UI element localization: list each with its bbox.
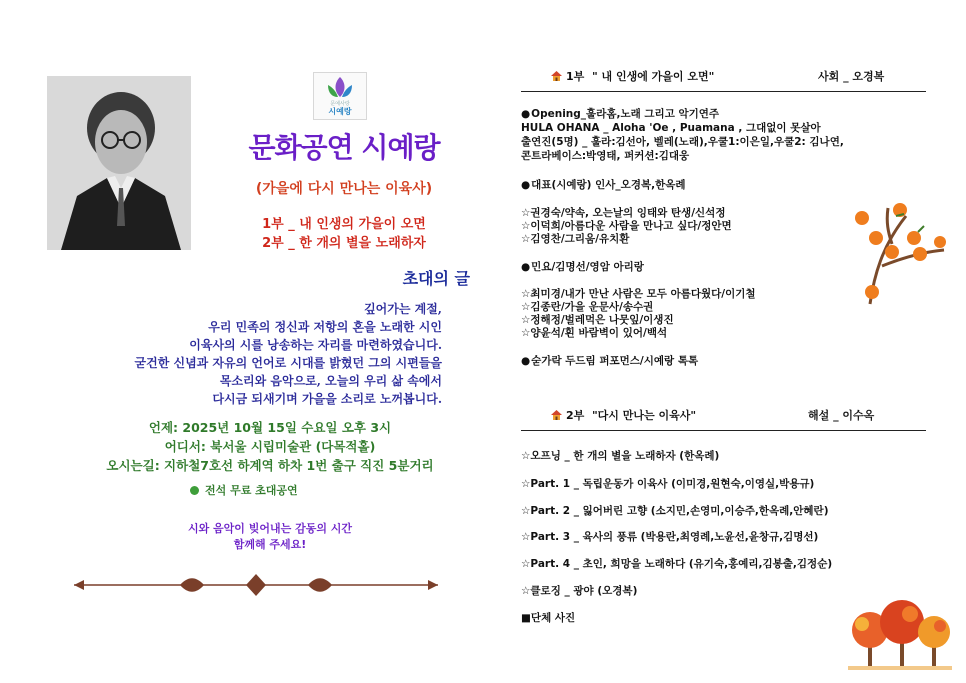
program-item: ☆Part. 2 _ 잃어버린 고향 (소지민,손영미,이승주,한옥례,안혜란) [521,505,829,517]
program-item: 콘트라베이스:박영태, 퍼커션:김대웅 [521,150,690,162]
part2-summary: 2부 _ 한 개의 별을 노래하자 [262,236,426,251]
part2-heading [550,407,696,423]
invite-line: 깊어가는 계절, [364,302,442,316]
program-item: ● 대표(시예랑) 인사_오경복,한옥례 [521,178,686,192]
program-item: ● Opening_훌라홈,노래 그리고 악기연주 [521,107,719,121]
logo-small-text: 문예사랑 [330,101,350,107]
invite-line: 목소리와 음악으로, 오늘의 우리 삶 속에서 [219,374,442,388]
ornamental-divider-icon [70,570,442,600]
event-date: 언제: 2025년 10월 15일 수요일 오후 3시 [148,420,392,435]
program-item: ☆김영찬/그리움/유치환 [521,233,630,245]
part1-label: 1부 [566,70,585,83]
part2-title: "다시 만나는 이육사" [591,409,697,422]
green-dot-icon [190,486,199,495]
house-icon [550,409,563,420]
program-item: ☆김종란/가을 운문사/송수권 [521,301,654,313]
invite-line: 다시금 되새기며 가을을 소리로 노꺼봅니다. [212,392,442,406]
closing-line: 시와 음악이 빚어내는 감동의 시간 [187,522,353,535]
page-title: 문화공연 시예랑 [248,131,440,164]
part1-summary: 1부 _ 내 인생의 가을이 오면 [262,217,426,232]
program-item: ☆오프닝 _ 한 개의 별을 노래하자 (한옥례) [521,450,720,462]
program-item: ● 민요/김명선/영암 아리랑 [521,260,644,274]
program-item: ☆Part. 4 _ 초인, 희망을 노래하다 (유기숙,홍예리,김봉출,김정순) [521,558,833,570]
program-item: ● 숟가락 두드림 퍼포먼스/시예랑 톡톡 [521,354,698,368]
program-item: ■단체 사진 [521,612,576,624]
program-item: ☆Part. 3 _ 육사의 풍류 (박용란,최영례,노윤선,윤창규,김명선) [521,531,819,543]
invite-line: 이육사의 시를 낭송하는 자리를 마련하였습니다. [189,338,442,352]
closing-line: 함께해 주세요! [233,538,307,551]
program-item: ☆클로징 _ 광야 (오경복) [521,585,638,597]
program-item: ☆양윤석/흰 바람벽이 있어/백석 [521,327,668,339]
part1-host: 사회 _ 오경복 [818,70,885,83]
program-item: ☆권경숙/약속, 오는날의 잉태와 탄생/신석정 [521,207,726,219]
section-divider [521,91,926,92]
house-icon [550,70,563,81]
program-item: HULA OHANA _ Aloha 'Oe , Puamana , 그대없이 못살아 [521,122,821,134]
part1-title: " 내 인생에 가을이 오면" [591,70,715,83]
program-item: ☆정해정/벌레먹은 나뭇잎/이생진 [521,314,674,326]
event-directions: 오시는길: 지하철7호선 하계역 하차 1번 출구 직진 5분거리 [106,458,434,473]
portrait-photo [47,76,191,250]
part2-host: 해설 _ 이수옥 [808,409,875,422]
program-item: ☆이덕희/아름다운 사람을 만나고 싶다/정안면 [521,220,732,232]
logo-text: 시예랑 [328,107,352,116]
part2-label: 2부 [566,409,585,422]
program-item: 출연진(5명) _ 훌라:김선아, 벨레(노래),우쿨1:이은일,우쿨2: 김나연, [521,136,844,148]
section-divider [521,430,926,431]
program-item: ☆Part. 1 _ 독립운동가 이육사 (이미경,원현숙,이영실,박용규) [521,478,815,490]
free-admission [190,482,298,498]
autumn-trees-icon [848,596,952,670]
free-admission-text: 전석 무료 초대공연 [205,484,298,497]
event-venue: 어디서: 북서울 시립미술관 (다목적홀) [164,439,376,454]
invite-line: 굳건한 신념과 자유의 언어로 시대를 밝혔던 그의 시편들을 [134,356,442,370]
invitation-heading: 초대의 글 [402,269,470,288]
part1-heading [550,68,714,84]
program-item: ☆최미경/내가 만난 사람은 모두 아름다웠다/이기철 [521,288,756,300]
invitation-text [90,300,442,408]
persimmon-branch-icon [852,196,948,306]
invite-line: 우리 민족의 정신과 저항의 혼을 노래한 시인 [208,320,442,334]
sieyerang-logo [313,72,367,120]
subtitle: (가을에 다시 만나는 이육사) [255,181,433,197]
